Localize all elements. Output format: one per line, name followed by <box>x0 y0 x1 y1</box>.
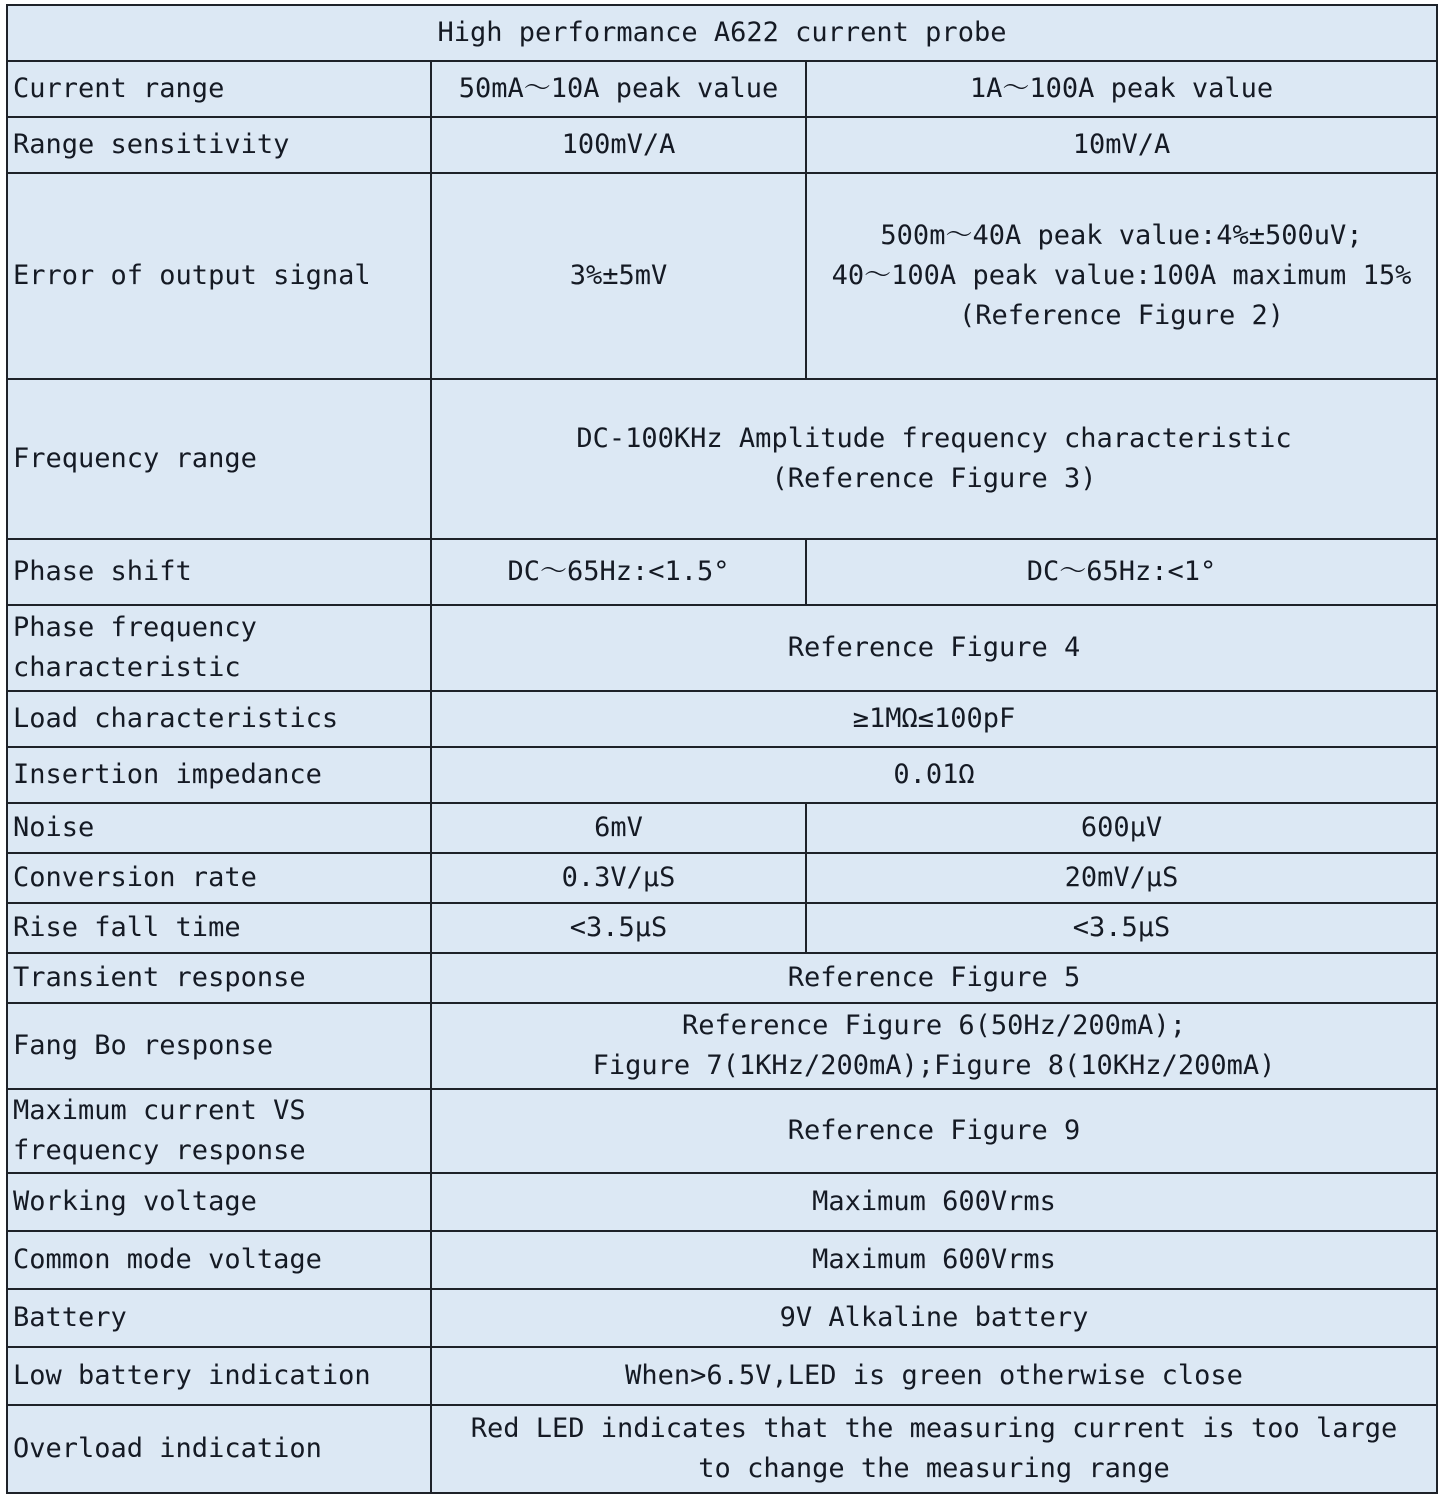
cell-value: Reference Figure 5 <box>431 953 1437 1003</box>
table-row <box>7 61 1437 117</box>
cell-line: DC-100KHz Amplitude frequency characteristic <box>576 423 1292 454</box>
row-label: Conversion rate <box>7 853 431 903</box>
cell-high-range <box>806 173 1437 379</box>
cell-low-range: 100mV/A <box>431 117 806 173</box>
cell-high-range: 600μV <box>806 803 1437 853</box>
row-label: Battery <box>7 1289 431 1347</box>
row-label: Overload indication <box>7 1405 431 1493</box>
cell-line: (Reference Figure 3) <box>771 463 1097 494</box>
cell-low-range: 0.3V/μS <box>431 853 806 903</box>
row-label: Noise <box>7 803 431 853</box>
row-label-line: frequency response <box>13 1135 306 1166</box>
table-row <box>7 1347 1437 1405</box>
table-row <box>7 1289 1437 1347</box>
cell-low-range: DC～65Hz:<1.5° <box>431 539 806 605</box>
cell-value: 0.01Ω <box>431 747 1437 803</box>
cell-line: Figure 7(1KHz/200mA);Figure 8(10KHz/200mA) <box>592 1050 1276 1081</box>
table-row <box>7 1231 1437 1289</box>
table-row <box>7 1003 1437 1089</box>
row-label: Range sensitivity <box>7 117 431 173</box>
row-label: Error of output signal <box>7 173 431 379</box>
row-label: Fang Bo response <box>7 1003 431 1089</box>
cell-value: 9V Alkaline battery <box>431 1289 1437 1347</box>
cell-low-range: <3.5μS <box>431 903 806 953</box>
row-label-line: characteristic <box>13 652 241 683</box>
row-label: Phase shift <box>7 539 431 605</box>
table-row <box>7 853 1437 903</box>
table-row <box>7 903 1437 953</box>
cell-high-range: 20mV/μS <box>806 853 1437 903</box>
cell-value <box>431 1405 1437 1493</box>
row-label: Transient response <box>7 953 431 1003</box>
cell-high-range: 10mV/A <box>806 117 1437 173</box>
table-row <box>7 379 1437 539</box>
cell-high-range: <3.5μS <box>806 903 1437 953</box>
cell-value <box>431 1003 1437 1089</box>
table-row <box>7 1405 1437 1493</box>
row-label: Load characteristics <box>7 691 431 747</box>
row-label: Common mode voltage <box>7 1231 431 1289</box>
row-label: Insertion impedance <box>7 747 431 803</box>
table-row <box>7 605 1437 691</box>
table-row <box>7 117 1437 173</box>
table-title: High performance A622 current probe <box>7 5 1437 61</box>
cell-value: Reference Figure 9 <box>431 1089 1437 1173</box>
cell-line: (Reference Figure 2) <box>958 300 1285 331</box>
title-row <box>7 5 1437 61</box>
table-row <box>7 539 1437 605</box>
cell-low-range: 50mA～10A peak value <box>431 61 806 117</box>
cell-value: Reference Figure 4 <box>431 605 1437 691</box>
cell-value: When>6.5V,LED is green otherwise close <box>431 1347 1437 1405</box>
cell-value: Maximum 600Vrms <box>431 1231 1437 1289</box>
row-label: Working voltage <box>7 1173 431 1231</box>
cell-value: ≥1MΩ≤100pF <box>431 691 1437 747</box>
cell-value: Maximum 600Vrms <box>431 1173 1437 1231</box>
row-label <box>7 605 431 691</box>
cell-value <box>431 379 1437 539</box>
cell-line: Red LED indicates that the measuring current is too large <box>470 1413 1398 1444</box>
cell-line: 500m～40A peak value:4%±500uV; <box>880 220 1363 251</box>
row-label: Frequency range <box>7 379 431 539</box>
table-row <box>7 1173 1437 1231</box>
cell-line: Reference Figure 6(50Hz/200mA); <box>682 1010 1186 1041</box>
cell-line: to change the measuring range <box>698 1453 1170 1484</box>
cell-high-range: DC～65Hz:<1° <box>806 539 1437 605</box>
cell-low-range: 3%±5mV <box>431 173 806 379</box>
cell-low-range: 6mV <box>431 803 806 853</box>
cell-high-range: 1A～100A peak value <box>806 61 1437 117</box>
row-label-line: Maximum current VS <box>13 1095 306 1126</box>
row-label: Rise fall time <box>7 903 431 953</box>
row-label-line: Phase frequency <box>13 612 257 643</box>
table-row <box>7 953 1437 1003</box>
table-row <box>7 691 1437 747</box>
table-row <box>7 747 1437 803</box>
table-row <box>7 803 1437 853</box>
table-row <box>7 1089 1437 1173</box>
row-label: Current range <box>7 61 431 117</box>
cell-line: 40～100A peak value:100A maximum 15% <box>831 260 1412 291</box>
row-label: Low battery indication <box>7 1347 431 1405</box>
spec-table <box>6 4 1438 1494</box>
table-row <box>7 173 1437 379</box>
row-label <box>7 1089 431 1173</box>
